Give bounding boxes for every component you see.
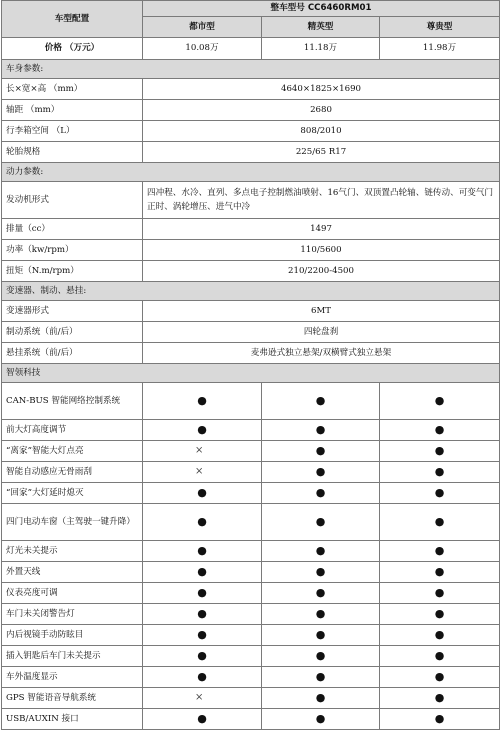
feature-label: 插入钥匙后车门未关提示 (2, 646, 143, 667)
model-number: 整车型号 CC6460RM01 (143, 1, 500, 17)
feature-value-cell (380, 541, 500, 562)
standard-feature-dot-icon: ● (315, 627, 326, 641)
feature-row (2, 709, 500, 730)
feature-value-cell (143, 625, 262, 646)
standard-feature-dot-icon: ● (434, 585, 445, 599)
standard-feature-dot-icon: ● (315, 711, 326, 725)
feature-row (2, 441, 500, 462)
feature-value-cell (380, 562, 500, 583)
standard-feature-dot-icon: ● (434, 648, 445, 662)
feature-value-cell (262, 504, 380, 541)
feature-row (2, 646, 500, 667)
standard-feature-dot-icon: ● (434, 422, 445, 436)
feature-label: 灯光未关提示 (2, 541, 143, 562)
feature-value-cell (380, 483, 500, 504)
feature-row (2, 420, 500, 441)
feature-value-cell (143, 483, 262, 504)
standard-feature-dot-icon: ● (197, 627, 207, 641)
feature-value-cell (262, 383, 380, 420)
feature-row (2, 688, 500, 709)
standard-feature-dot-icon: ● (434, 514, 445, 528)
spec-row-trunk: 行李箱空间 （L） 808/2010 (2, 121, 500, 142)
feature-value-cell (380, 604, 500, 625)
feature-row (2, 383, 500, 420)
spec-row-transmission: 变速器形式 6MT (2, 301, 500, 322)
trim-elite: 精英型 (262, 17, 380, 38)
feature-row (2, 583, 500, 604)
feature-label: 仪表亮度可调 (2, 583, 143, 604)
standard-feature-dot-icon: ● (434, 443, 445, 457)
standard-feature-dot-icon: ● (434, 711, 445, 725)
feature-value-cell (380, 462, 500, 483)
feature-value-cell (262, 646, 380, 667)
feature-row (2, 462, 500, 483)
feature-value-cell (380, 383, 500, 420)
price-label: 价格 （万元） (2, 38, 143, 60)
feature-value-cell (143, 667, 262, 688)
standard-feature-dot-icon: ● (434, 464, 445, 478)
spec-row-engine: 发动机形式 四冲程、水冷、直列、多点电子控制燃油喷射、16气门、双顶置凸轮轴、链传动、可变气门正时、涡轮增压、进气中冷 (2, 182, 500, 219)
section-chassis-title: 变速器、制动、悬挂: (2, 282, 500, 301)
feature-value-cell (143, 441, 262, 462)
standard-feature-dot-icon: ● (315, 543, 326, 557)
standard-feature-dot-icon: ● (197, 585, 207, 599)
feature-row (2, 504, 500, 541)
feature-row (2, 541, 500, 562)
feature-value-cell (143, 562, 262, 583)
standard-feature-dot-icon: ● (434, 669, 445, 683)
standard-feature-dot-icon: ● (197, 648, 207, 662)
standard-feature-dot-icon: ● (315, 514, 326, 528)
spec-row-brakes: 制动系统（前/后） 四轮盘刹 (2, 322, 500, 343)
feature-value-cell (143, 541, 262, 562)
standard-feature-dot-icon: ● (197, 669, 207, 683)
config-label: 车型配置 (2, 1, 143, 38)
spec-row-wheelbase: 轴距 （mm） 2680 (2, 100, 500, 121)
standard-feature-dot-icon: ● (315, 564, 326, 578)
feature-label: 智能自动感应无骨雨刮 (2, 462, 143, 483)
header-row-1 (2, 1, 500, 17)
standard-feature-dot-icon: ● (315, 464, 326, 478)
section-tech-title: 智领科技 (2, 364, 500, 383)
feature-value-cell (380, 583, 500, 604)
standard-feature-dot-icon: ● (434, 393, 445, 407)
spec-row-dimensions: 长×宽×高 （mm） 4640×1825×1690 (2, 79, 500, 100)
standard-feature-dot-icon: ● (197, 711, 207, 725)
feature-value-cell (262, 583, 380, 604)
feature-value-cell (262, 483, 380, 504)
feature-label: 前大灯高度调节 (2, 420, 143, 441)
standard-feature-dot-icon: ● (197, 422, 207, 436)
feature-row (2, 483, 500, 504)
trim-premium: 尊贵型 (380, 17, 500, 38)
feature-value-cell (380, 646, 500, 667)
standard-feature-dot-icon: ● (434, 690, 445, 704)
not-available-icon: × (195, 466, 204, 477)
feature-label: 四门电动车窗（主驾驶一键升降） (2, 504, 143, 541)
feature-value-cell (143, 420, 262, 441)
section-body-title: 车身参数: (2, 60, 500, 79)
feature-value-cell (143, 709, 262, 730)
feature-value-cell (262, 667, 380, 688)
feature-value-cell (380, 625, 500, 646)
spec-row-power: 功率（kw/rpm） 110/5600 (2, 240, 500, 261)
price-elite: 11.18万 (262, 38, 380, 60)
standard-feature-dot-icon: ● (315, 669, 326, 683)
feature-value-cell (262, 709, 380, 730)
feature-value-cell (262, 462, 380, 483)
tech-feature-list (2, 383, 500, 730)
not-available-icon: × (195, 692, 204, 703)
standard-feature-dot-icon: ● (197, 564, 207, 578)
feature-value-cell (380, 688, 500, 709)
price-premium: 11.98万 (380, 38, 500, 60)
feature-value-cell (380, 441, 500, 462)
feature-row (2, 562, 500, 583)
standard-feature-dot-icon: ● (197, 514, 207, 528)
feature-value-cell (262, 541, 380, 562)
feature-label: GPS 智能语音导航系统 (2, 688, 143, 709)
feature-value-cell (143, 383, 262, 420)
standard-feature-dot-icon: ● (434, 606, 445, 620)
feature-row (2, 667, 500, 688)
standard-feature-dot-icon: ● (315, 393, 326, 407)
not-available-icon: × (195, 445, 204, 456)
feature-label: 车门未关闭警告灯 (2, 604, 143, 625)
standard-feature-dot-icon: ● (315, 422, 326, 436)
feature-label: 外置天线 (2, 562, 143, 583)
standard-feature-dot-icon: ● (315, 606, 326, 620)
feature-value-cell (143, 604, 262, 625)
spec-row-torque: 扭矩（N.m/rpm） 210/2200-4500 (2, 261, 500, 282)
feature-label: 车外温度显示 (2, 667, 143, 688)
feature-label: “回家”大灯延时熄灭 (2, 483, 143, 504)
standard-feature-dot-icon: ● (315, 485, 326, 499)
standard-feature-dot-icon: ● (197, 606, 207, 620)
feature-label: “离家”智能大灯点亮 (2, 441, 143, 462)
feature-value-cell (380, 420, 500, 441)
feature-value-cell (262, 604, 380, 625)
standard-feature-dot-icon: ● (197, 393, 207, 407)
standard-feature-dot-icon: ● (315, 648, 326, 662)
standard-feature-dot-icon: ● (434, 564, 445, 578)
standard-feature-dot-icon: ● (434, 485, 445, 499)
feature-value-cell (380, 709, 500, 730)
standard-feature-dot-icon: ● (315, 690, 326, 704)
feature-label: 内后视镜手动防眩目 (2, 625, 143, 646)
feature-label: USB/AUXIN 接口 (2, 709, 143, 730)
feature-row (2, 604, 500, 625)
price-urban: 10.08万 (143, 38, 262, 60)
standard-feature-dot-icon: ● (434, 543, 445, 557)
standard-feature-dot-icon: ● (197, 543, 207, 557)
spec-row-displacement: 排量（cc） 1497 (2, 219, 500, 240)
trim-urban: 都市型 (143, 17, 262, 38)
feature-label: CAN-BUS 智能网络控制系统 (2, 383, 143, 420)
feature-value-cell (262, 562, 380, 583)
feature-value-cell (262, 688, 380, 709)
feature-value-cell (143, 583, 262, 604)
section-power-title: 动力参数: (2, 163, 500, 182)
feature-value-cell (143, 462, 262, 483)
spec-table (1, 0, 500, 730)
feature-value-cell (143, 504, 262, 541)
spec-row-tire: 轮胎规格 225/65 R17 (2, 142, 500, 163)
feature-value-cell (262, 420, 380, 441)
standard-feature-dot-icon: ● (315, 585, 326, 599)
feature-row (2, 625, 500, 646)
price-row (2, 38, 500, 60)
spec-row-suspension: 悬挂系统（前/后） 麦弗逊式独立悬架/双横臂式独立悬架 (2, 343, 500, 364)
feature-value-cell (262, 625, 380, 646)
feature-value-cell (380, 504, 500, 541)
feature-value-cell (143, 688, 262, 709)
standard-feature-dot-icon: ● (315, 443, 326, 457)
feature-value-cell (262, 441, 380, 462)
standard-feature-dot-icon: ● (197, 485, 207, 499)
feature-value-cell (143, 646, 262, 667)
standard-feature-dot-icon: ● (434, 627, 445, 641)
feature-value-cell (380, 667, 500, 688)
